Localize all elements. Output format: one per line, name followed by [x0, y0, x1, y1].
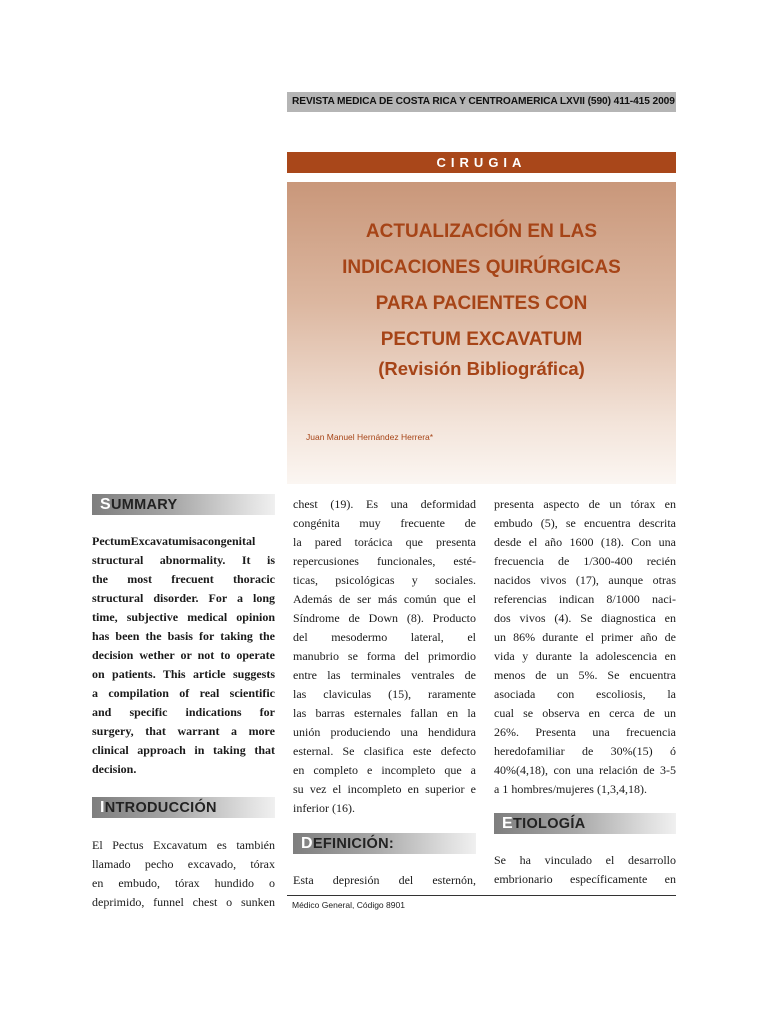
summary-heading — [92, 494, 275, 515]
text-line: asociada con escoliosis, la — [494, 687, 676, 701]
text-line: presenta aspecto de un tórax en — [494, 497, 676, 511]
footer-rule — [287, 895, 676, 896]
introduccion-text — [92, 836, 275, 912]
text-line: 26%. Presenta una frecuencia — [494, 725, 676, 739]
etiologia-heading — [494, 813, 676, 834]
text-line: has been the basis for taking the — [92, 629, 275, 643]
text-line: las barras esternales fallan en la — [293, 706, 476, 720]
text-line: congénita muy frecuente de — [293, 516, 476, 530]
footer-note: Médico General, Código 8901 — [292, 900, 405, 910]
heading-initial: I — [100, 799, 105, 816]
text-line: a compilation of real scientific — [92, 686, 275, 700]
text-line: frecuencia de 1/300-400 recién — [494, 554, 676, 568]
heading-initial: E — [502, 815, 513, 832]
heading-text: NTRODUCCIÓN — [104, 800, 217, 816]
text-line: clinical approach in taking that — [92, 743, 275, 757]
text-line: Además de ser más común que el — [293, 592, 476, 606]
text-line: vida y durante la adolescencia en — [494, 649, 676, 663]
text-line: embudo (5), se encuentra descrita — [494, 516, 676, 530]
text-line: del mesodermo lateral, el — [293, 630, 476, 644]
text-line: su vez el incompleto en superior e — [293, 782, 476, 796]
text-line: the most frecuent thoracic — [92, 572, 275, 586]
text-line: on patients. This article suggests — [92, 667, 275, 681]
title-line: PARA PACIENTES CON — [375, 293, 588, 314]
text-line: en completo e incompleto que a — [293, 763, 476, 777]
text-line: esternal. Se clasifica este defecto — [293, 744, 476, 758]
text-line: decision. — [92, 762, 137, 776]
definicion-heading — [293, 833, 476, 854]
text-line: Síndrome de Down (8). Producto — [293, 611, 476, 625]
text-line: repercusiones funcionales, esté- — [293, 554, 476, 568]
text-line: un 86% durante el primer año de — [494, 630, 676, 644]
text-line: structural abnormality. It is — [92, 553, 275, 567]
text-line: cual se observa en cerca de un — [494, 706, 676, 720]
text-line: PectumExcavatumisacongenital — [92, 534, 256, 548]
heading-text: UMMARY — [110, 497, 178, 513]
text-line: deprimido, funnel chest o sunken — [92, 895, 275, 909]
text-line: las claviculas (15), raramente — [293, 687, 476, 701]
text-line: desde el año 1600 (18). Con una — [494, 535, 676, 549]
heading-initial: S — [100, 496, 111, 513]
text-line: Se ha vinculado el desarrollo — [494, 853, 676, 867]
text-line: manubrio se forma del primordio — [293, 649, 476, 663]
text-line: structural disorder. For a long — [92, 591, 275, 605]
etiologia-text — [494, 851, 676, 889]
title-box — [287, 182, 676, 484]
text-line: and specific indications for — [92, 705, 275, 719]
text-line: entre las terminales ventrales de — [293, 668, 476, 682]
journal-header: REVISTA MEDICA DE COSTA RICA Y CENTROAMERICA LXVII (590) 411-415 2009 — [287, 92, 676, 112]
text-line: embrionario específicamente en — [494, 872, 676, 886]
text-line: en embudo, tórax hundido o — [92, 876, 275, 890]
text-line: dos vivos (4). Se diagnostica en — [494, 611, 676, 625]
text-line: llamado pecho excavado, tórax — [92, 857, 275, 871]
text-line: a 1 hombres/mujeres (1,3,4,18). — [494, 782, 647, 796]
text-line: surgery, that warrant a more — [92, 724, 275, 738]
title-line: INDICACIONES QUIRÚRGICAS — [342, 257, 621, 278]
article-title — [287, 214, 676, 358]
text-line: la pared torácica que presenta — [293, 535, 476, 549]
column-3-text — [494, 495, 676, 799]
text-line: ticas, psicológicas y sociales. — [293, 573, 476, 587]
summary-text — [92, 532, 275, 779]
text-line: time, subjective medical opinion — [92, 610, 275, 624]
text-line: unión produciendo una hendidura — [293, 725, 476, 739]
title-line: ACTUALIZACIÓN EN LAS — [365, 221, 598, 242]
text-line: heredofamiliar de 30%(15) ó — [494, 744, 676, 758]
text-line: 40%(4,18), con una relación de 3-5 — [494, 763, 676, 777]
column-2-text — [293, 495, 476, 818]
heading-text: TIOLOGÍA — [512, 816, 586, 832]
text-line: referencias indican 8/1000 naci- — [494, 592, 676, 606]
definicion-text — [293, 871, 476, 890]
introduccion-heading — [92, 797, 275, 818]
text-line: menos de un 5%. Se encuentra — [494, 668, 676, 682]
text-line: chest (19). Es una deformidad — [293, 497, 476, 511]
heading-text: EFINICIÓN: — [312, 836, 394, 852]
author-name: Juan Manuel Hernández Herrera* — [306, 432, 434, 442]
text-line: decision wether or not to operate — [92, 648, 275, 662]
section-label: CIRUGIA — [287, 152, 676, 173]
article-subtitle: (Revisión Bibliográfica) — [378, 358, 585, 379]
text-line: nacidos vivos (17), aunque otras — [494, 573, 676, 587]
text-line: inferior (16). — [293, 801, 355, 815]
title-line: PECTUM EXCAVATUM — [380, 329, 583, 350]
heading-initial: D — [301, 835, 313, 852]
text-line: Esta depresión del esternón, — [293, 873, 476, 887]
text-line: El Pectus Excavatum es también — [92, 838, 275, 852]
